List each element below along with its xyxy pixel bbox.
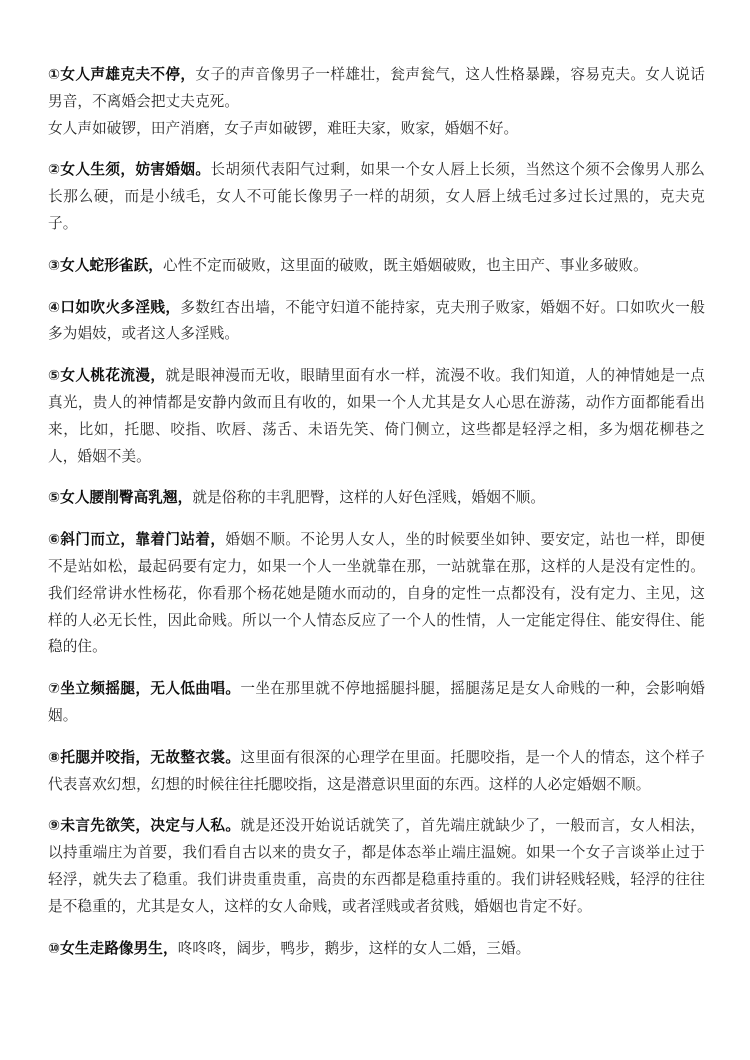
paragraph-text: 女子的声音像男子一样雄壮，瓮声瓮气，这人性格暴躁，容易克夫。女人说话男音，不离婚会把丈夫克死。: [48, 66, 705, 110]
paragraph-extra-line: 女人声如破锣，田产消磨，女子声如破锣，难旺夫家，败家，婚姻不好。: [48, 119, 519, 137]
paragraph-lead: 未言先欲笑，决定与人私。: [60, 817, 241, 835]
paragraph-text: 心性不定而破败，这里面的破败，既主婚姻破败，也主田产、事业多破败。: [162, 256, 648, 274]
document-body: [48, 62, 705, 962]
paragraph-lead: 托腮并咬指，无故整衣裳。: [60, 748, 241, 766]
paragraph-text: 这里面有很深的心理学在里面。托腮咬指，是一个人的情态，这个样子代表喜欢幻想，幻想的时候往往托腮咬指，这是潜意识里面的东西。这样的人必定婚姻不顺。: [48, 748, 705, 793]
paragraph-lead: 坐立频摇腿，无人低曲唱。: [60, 680, 241, 698]
paragraph-text: 就是俗称的丰乳肥臀，这样的人好色淫贱，婚姻不顺。: [192, 489, 546, 507]
paragraph-lead: 斜门而立，靠着门站着，: [60, 531, 226, 549]
paragraph-text: 就是还没开始说话就笑了，首先端庄就缺少了，一般而言，女人相法，以持重端庄为首要，我们看自古以来的贵女子，都是体态举止端庄温婉。如果一个女子言谈举止过于轻浮，就失去了稳重。我们讲贵重贵重，高贵的东西都是稳重持重的。我们讲轻贱轻贱，轻浮的往往是不稳重的，尤其是女人，这样的女人命贱，或者淫贱或者贫贱，婚姻也肯定不好。: [48, 817, 705, 915]
list-marker: ①: [48, 67, 61, 83]
paragraph-item-3: [48, 253, 705, 280]
list-marker: ③: [48, 257, 61, 274]
paragraph-lead: 女生走路像男生，: [60, 939, 178, 957]
paragraph-item-5b: [48, 485, 705, 512]
list-marker: ⑩: [48, 940, 61, 957]
paragraph-item-9: [48, 813, 705, 920]
paragraph-item-6: [48, 527, 705, 661]
list-marker: ⑧: [48, 749, 61, 766]
paragraph-item-5a: [48, 363, 705, 470]
paragraph-text: 多数红杏出墙，不能守妇道不能持家，克夫刑子败家，婚姻不好。口如吹火一般多为娼妓，或者这人多淫贱。: [48, 298, 705, 343]
list-marker: ⑤: [48, 368, 61, 385]
paragraph-lead: 女人桃花流漫，: [60, 367, 166, 385]
paragraph-item-4: [48, 295, 705, 349]
paragraph-text: 一坐在那里就不停地摇腿抖腿，摇腿荡足是女人命贱的一种，会影响婚姻。: [48, 680, 705, 724]
paragraph-item-1: [48, 62, 705, 142]
paragraph-text: 咚咚咚，阔步，鸭步，鹅步，这样的女人二婚，三婚。: [177, 939, 531, 957]
paragraph-lead: 女人生须，妨害婚姻。: [60, 161, 211, 179]
list-marker: ⑤: [48, 490, 61, 507]
paragraph-lead: 女人蛇形雀跃，: [60, 256, 163, 274]
paragraph-item-8: [48, 745, 705, 799]
paragraph-text: 就是眼神漫而无收，眼睛里面有水一样，流漫不收。我们知道，人的神情她是一点真光，贵人的神情都是安静内敛而且有收的，如果一个人尤其是女人心思在游荡，动作方面都能看出来，比如，托腮、咬指、吹唇、荡舌、未语先笑、倚门侧立，这些都是轻浮之相，多为烟花柳巷之人，婚姻不美。: [48, 367, 705, 465]
paragraph-item-2: [48, 157, 705, 237]
paragraph-item-7: [48, 676, 705, 730]
paragraph-item-10: [48, 936, 705, 963]
paragraph-lead: 口如吹火多淫贱，: [60, 298, 181, 316]
paragraph-lead: 女人声雄克夫不停，: [60, 66, 196, 83]
paragraph-lead: 女人腰削臀高乳翘，: [60, 489, 193, 507]
list-marker: ⑥: [48, 532, 61, 549]
paragraph-text: 婚姻不顺。不论男人女人，坐的时候要坐如钟、要安定，站也一样，即便不是站如松，最起码要有定力，如果一个人一坐就靠在那，一站就靠在那，这样的人是没有定性的。我们经常讲水性杨花，你看那个杨花她是随水而动的，自身的定性一点都没有，没有定力、主见，这样的人必无长性，因此命贱。所以一个人情态反应了一个人的性情，人一定能定得住、能安得住、能稳的住。: [48, 531, 705, 656]
list-marker: ⑦: [48, 681, 61, 698]
list-marker: ⑨: [48, 818, 61, 835]
list-marker: ④: [48, 299, 61, 316]
paragraph-text: 长胡须代表阳气过剩，如果一个女人唇上长须，当然这个须不会像男人那么长那么硬，而是小绒毛，女人不可能长像男子一样的胡须，女人唇上绒毛过多过长过黑的，克夫克子。: [48, 161, 705, 232]
list-marker: ②: [48, 162, 61, 179]
